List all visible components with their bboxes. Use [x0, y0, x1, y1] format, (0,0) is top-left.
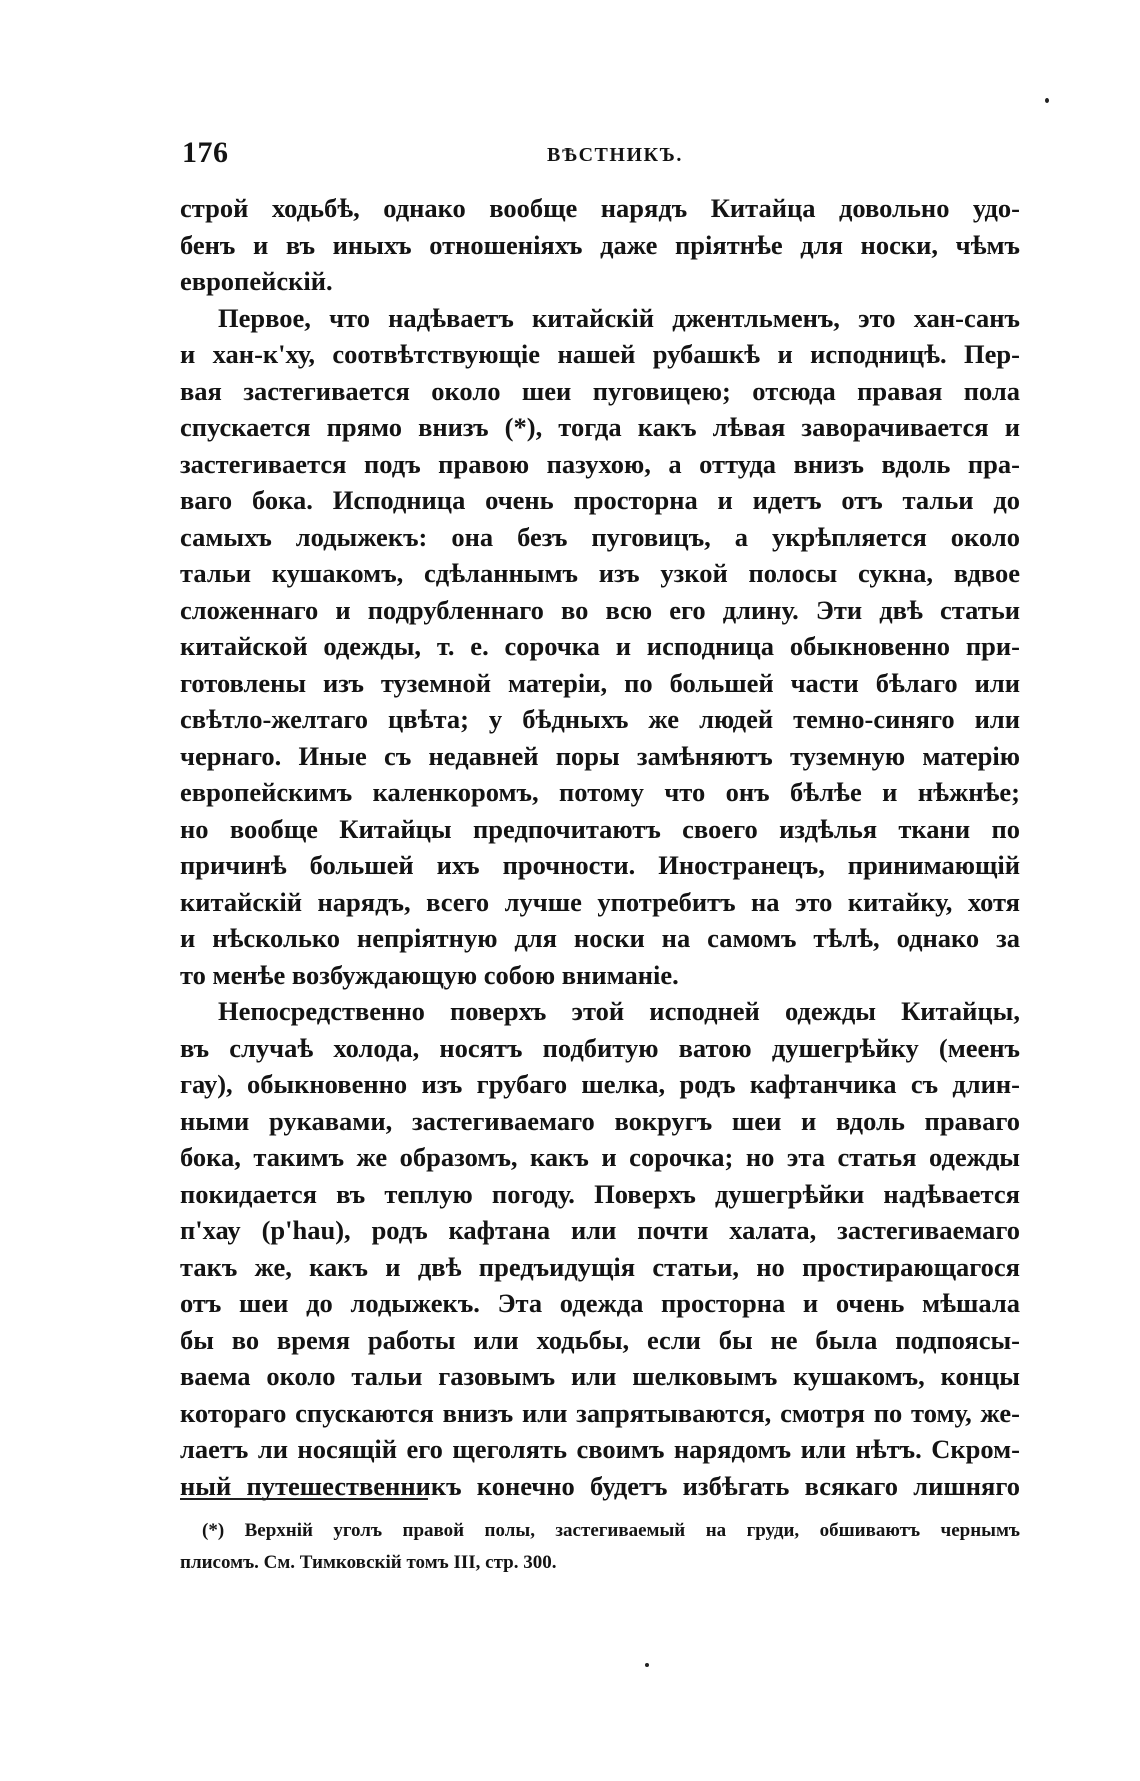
text-line: бока, такимъ же образомъ, какъ и сорочка; но эта статья одежды — [180, 1142, 1020, 1172]
text-line: сложеннаго и подрубленнаго во всю его длину. Эти двѣ статьи — [180, 594, 1020, 625]
ink-speck — [645, 1663, 649, 1667]
text-line: готовлены изъ туземной матеріи, по большей части бѣлаго или — [180, 667, 1020, 698]
text-line: тальи кушакомъ, сдѣланнымъ изъ узкой полосы сукна, вдвое — [180, 558, 1020, 588]
text-line: покидается въ теплую погоду. Поверхъ душегрѣйки надѣвается — [180, 1178, 1020, 1209]
text-line: ваго бока. Исподница очень просторна и идетъ отъ тальи до — [180, 485, 1020, 515]
text-line: и хан-к'ху, соотвѣтствующіе нашей рубашкѣ и исподницѣ. Пер- — [180, 339, 1020, 369]
text-line: гау), обыкновенно изъ грубаго шелка, родъ кафтанчика съ длин- — [180, 1069, 1020, 1099]
text-line: бенъ и въ иныхъ отношеніяхъ даже пріятнѣе для носки, чѣмъ — [180, 229, 1020, 260]
text-line: то менѣе возбуждающую собою вниманіе. — [180, 959, 679, 990]
text-line: причинѣ большей ихъ прочности. Иностранецъ, принимающій — [180, 850, 1020, 880]
text-line: лаетъ ли носящій его щеголять своимъ нарядомъ или нѣтъ. Скром- — [180, 1434, 1020, 1464]
text-line: Непосредственно поверхъ этой исподней одежды Китайцы, — [218, 996, 1020, 1026]
text-line: бы во время работы или ходьбы, если бы не была подпоясы- — [180, 1324, 1020, 1355]
running-head: ВѢСТНИКЪ. — [547, 144, 683, 166]
text-line: застегивается подъ правою пазухою, а оттуда внизъ вдоль пра- — [180, 448, 1020, 479]
text-line: ными рукавами, застегиваемаго вокругъ шеи и вдоль праваго — [180, 1105, 1020, 1136]
page-header — [182, 136, 1018, 176]
text-line: отъ шеи до лодыжекъ. Эта одежда просторна и очень мѣшала — [180, 1288, 1020, 1318]
text-line: свѣтло-желтаго цвѣта; у бѣдныхъ же людей темно-синяго или — [180, 704, 1020, 734]
text-line: п'хау (p'hau), родъ кафтана или почти халата, застегиваемаго — [180, 1215, 1020, 1245]
ink-speck — [1045, 98, 1049, 103]
page-number: 176 — [182, 136, 229, 169]
text-line: и нѣсколько непріятную для носки на самомъ тѣлѣ, однако за — [180, 923, 1020, 953]
footnote-line: плисомъ. См. Тимковскій томъ III, стр. 300. — [180, 1552, 557, 1573]
footnote-rule — [180, 1498, 428, 1500]
text-line: самыхъ лодыжекъ: она безъ пуговицъ, а укрѣпляется около — [180, 521, 1020, 552]
footnote-line: (*) Верхній уголъ правой полы, застегиваемый на груди, обшиваютъ чернымъ — [202, 1520, 1020, 1541]
text-line: чернаго. Иные съ недавней поры замѣняютъ туземную матерію — [180, 740, 1020, 771]
text-line: китайской одежды, т. е. сорочка и исподница обыкновенно при- — [180, 631, 1020, 661]
text-line: вая застегивается около шеи пуговицею; отсюда правая пола — [180, 375, 1020, 406]
text-line: европейскій. — [180, 266, 333, 296]
text-line: европейскимъ каленкоромъ, потому что онъ бѣлѣе и нѣжнѣе; — [180, 777, 1020, 807]
text-line: ваема около тальи газовымъ или шелковымъ кушакомъ, концы — [180, 1361, 1020, 1391]
text-line: но вообще Китайцы предпочитаютъ своего издѣлья ткани по — [180, 813, 1020, 844]
body-text — [180, 190, 1020, 1504]
text-line: котораго спускаются внизъ или запрятываются, смотря по тому, же- — [180, 1397, 1020, 1428]
text-line: строй ходьбѣ, однако вообще нарядъ Китайца довольно удо- — [180, 193, 1020, 223]
text-line: ный путешественникъ конечно будетъ избѣгать всякаго лишняго — [180, 1470, 1020, 1501]
text-line: Первое, что надѣваетъ китайскій джентльменъ, это хан-санъ — [218, 302, 1020, 333]
footnotes — [180, 1515, 1020, 1579]
text-line: такъ же, какъ и двѣ предъидущія статьи, но простирающагося — [180, 1251, 1020, 1282]
text-line: китайскій нарядъ, всего лучше употребитъ на это китайку, хотя — [180, 886, 1020, 917]
text-line: спускается прямо внизъ (*), тогда какъ лѣвая заворачивается и — [180, 412, 1020, 442]
text-line: въ случаѣ холода, носятъ подбитую ватою душегрѣйку (меенъ — [180, 1032, 1020, 1063]
